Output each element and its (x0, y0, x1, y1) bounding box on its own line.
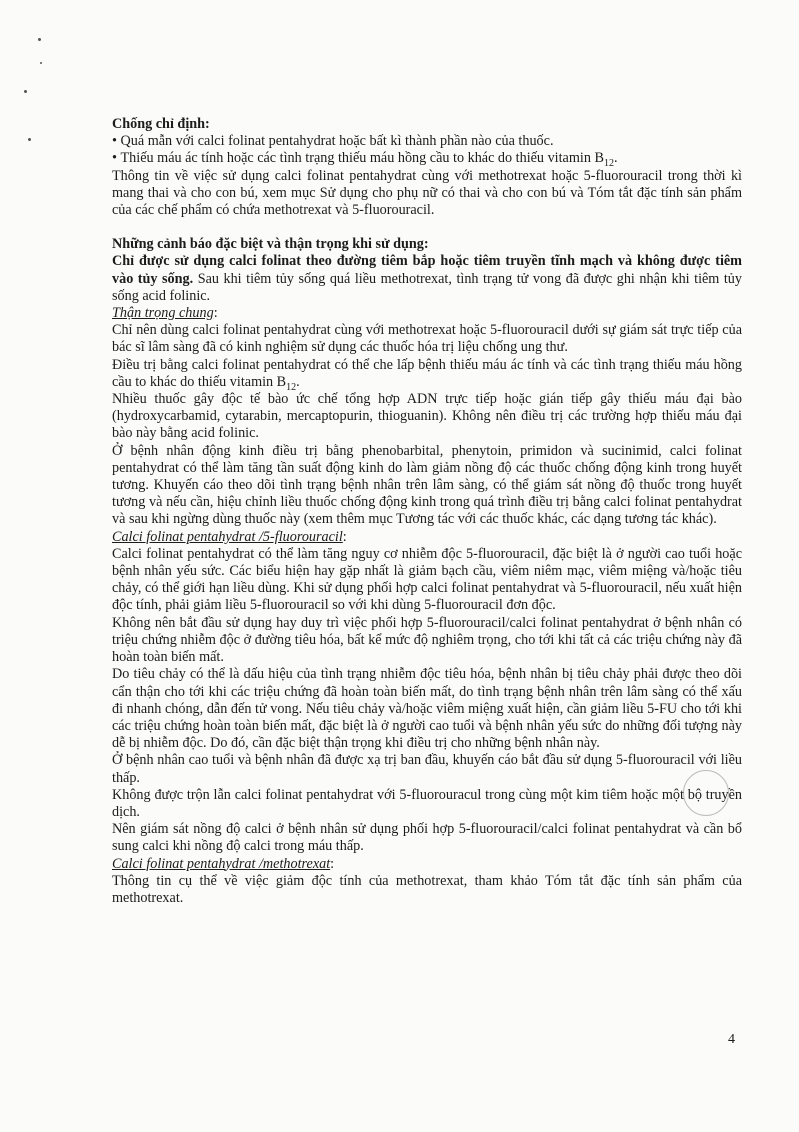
scan-speck (24, 90, 27, 93)
fluorouracil-paragraph-2: Không nên bắt đầu sử dụng hay duy trì việc phối hợp 5-fluorouracil/calci folinat pentahydrat ở bệnh nhân có triệu chứng nhiễm độc ở đường tiêu hóa, bất kể mức độ nghiêm trọng, cho tới khi tất cả các triệu chứng này đã hoàn toàn biến mất. (112, 614, 742, 666)
fluorouracil-paragraph-4: Ở bệnh nhân cao tuổi và bệnh nhân đã được xạ trị ban đầu, khuyến cáo bắt đầu sử dụng 5-fluorouracil với liều thấp. (112, 752, 742, 786)
general-paragraph-3: Nhiều thuốc gây độc tế bào ức chế tổng hợp ADN trực tiếp hoặc gián tiếp gây thiếu máu đại bào (hydroxycarbamid, cytarabin, mercaptopurin, thioguanin). Không nên điều trị các trường hợp thiếu máu đại bào này bằng acid folinic. (112, 391, 742, 442)
contraindication-note: Thông tin về việc sử dụng calci folinat pentahydrat cùng với methotrexat hoặc 5-fluorouracil trong thời kì mang thai và cho con bú, xem mục Sử dụng cho phụ nữ có thai và cho con bú và Tóm tắt đặc tính sản phẩm của các chế phẩm có chứa methotrexat và 5-fluorouracil. (112, 167, 742, 219)
fluorouracil-paragraph-3: Do tiêu chảy có thể là dấu hiệu của tình trạng nhiễm độc tiêu hóa, bệnh nhân bị tiêu chảy phải được theo dõi cẩn thận cho tới khi các triệu chứng đã hoàn toàn biến mất, do tình trạng bệnh nhân trên lâm sàng có thể xấu đi nhanh chóng, dẫn đến tử vong. Nếu tiêu chảy và/hoặc viêm miệng xuất hiện, cần giảm liều 5-FU cho tới khi các triệu chứng hoàn toàn biến mất, đặc biệt là ở người cao tuổi và bệnh nhân yếu sức do những đối tượng này dễ bị nhiễm độc. Do đó, cần đặc biệt thận trọng khi điều trị cho những bệnh nhân này. (112, 666, 742, 752)
scan-speck (28, 138, 31, 141)
methotrexate-subheading: Calci folinat pentahydrat /methotrexat: (112, 855, 335, 872)
scan-speck (38, 38, 41, 41)
contraindications-heading: Chống chỉ định: (112, 116, 210, 132)
page-number: 4 (728, 1032, 735, 1047)
general-paragraph-4: Ở bệnh nhân động kinh điều trị bằng phenobarbital, phenytoin, primidon và sucinimid, calci folinat pentahydrat có thể làm tăng tần suất động kinh do làm giảm nồng độ các thuốc chống động kinh trong huyết tương. Khuyến cáo theo dõi tình trạng bệnh nhân trên lâm sàng, có thể giám sát nồng độ thuốc trong huyết tương và nếu cần, hiệu chỉnh liều thuốc chống động kinh trong quá trình điều trị bằng calci folinat pentahydrat và sau khi ngừng dùng thuốc này (xem thêm mục Tương tác với các thuốc khác, các dạng tương tác khác). (112, 442, 742, 528)
methotrexate-paragraph-1: Thông tin cụ thể về việc giảm độc tính của methotrexat, tham khảo Tóm tắt đặc tính sản phẩm của methotrexat. (112, 872, 742, 906)
fluorouracil-subheading: Calci folinat pentahydrat /5-fluorouracil: (112, 528, 347, 545)
general-precautions-subheading: Thận trọng chung: (112, 305, 218, 322)
scan-speck (40, 62, 42, 64)
document-page (112, 116, 742, 907)
warnings-paragraph: Chỉ được sử dụng calci folinat theo đường tiêm bắp hoặc tiêm truyền tĩnh mạch và không được tiêm vào tủy sống. Sau khi tiêm tủy sống quá liều methotrexat, tình trạng tử vong đã được ghi nhận khi tiêm tủy sống acid folinic. (112, 253, 742, 304)
warnings-heading: Những cảnh báo đặc biệt và thận trọng khi sử dụng: (112, 236, 429, 253)
contraindication-bullet-1: • Quá mẫn với calci folinat pentahydrat hoặc bất kì thành phần nào của thuốc. (112, 133, 742, 150)
general-paragraph-2: Điều trị bằng calci folinat pentahydrat có thể che lấp bệnh thiếu máu ác tính và các tình trạng thiếu máu hồng cầu to khác do thiếu vitamin $B_{12}$. (112, 356, 742, 393)
contraindication-bullet-2: • Thiếu máu ác tính hoặc các tình trạng thiếu máu hồng cầu to khác do thiếu vitamin $B_{12}$. (112, 150, 742, 167)
fluorouracil-paragraph-6: Nên giám sát nồng độ calci ở bệnh nhân sử dụng phối hợp 5-fluorouracil/calci folinat pentahydrat và cần bổ sung calci khi nồng độ calci trong máu thấp. (112, 821, 742, 855)
fluorouracil-paragraph-1: Calci folinat pentahydrat có thể làm tăng nguy cơ nhiễm độc 5-fluorouracil, đặc biệt là ở người cao tuổi hoặc bệnh nhân yếu sức. Các biểu hiện hay gặp nhất là giảm bạch cầu, viêm niêm mạc, viêm miệng và/hoặc tiêu chảy, có thể giới hạn liều dùng. Khi sử dụng phối hợp calci folinat pentahydrat và 5-fluorouracil, nếu xuất hiện độc tính, phải giảm liều 5-fluorouracil so với khi dùng 5-fluorouracil đơn độc. (112, 545, 742, 614)
fluorouracil-paragraph-5: Không được trộn lẫn calci folinat pentahydrat với 5-fluorouracul trong cùng một kim tiêm hoặc một bộ truyền dịch. (112, 786, 742, 820)
general-paragraph-1: Chỉ nên dùng calci folinat pentahydrat cùng với methotrexat hoặc 5-fluorouracil dưới sự giám sát trực tiếp của bác sĩ lâm sàng đã có kinh nghiệm sử dụng các thuốc hóa trị liệu chống ung thư. (112, 322, 742, 356)
